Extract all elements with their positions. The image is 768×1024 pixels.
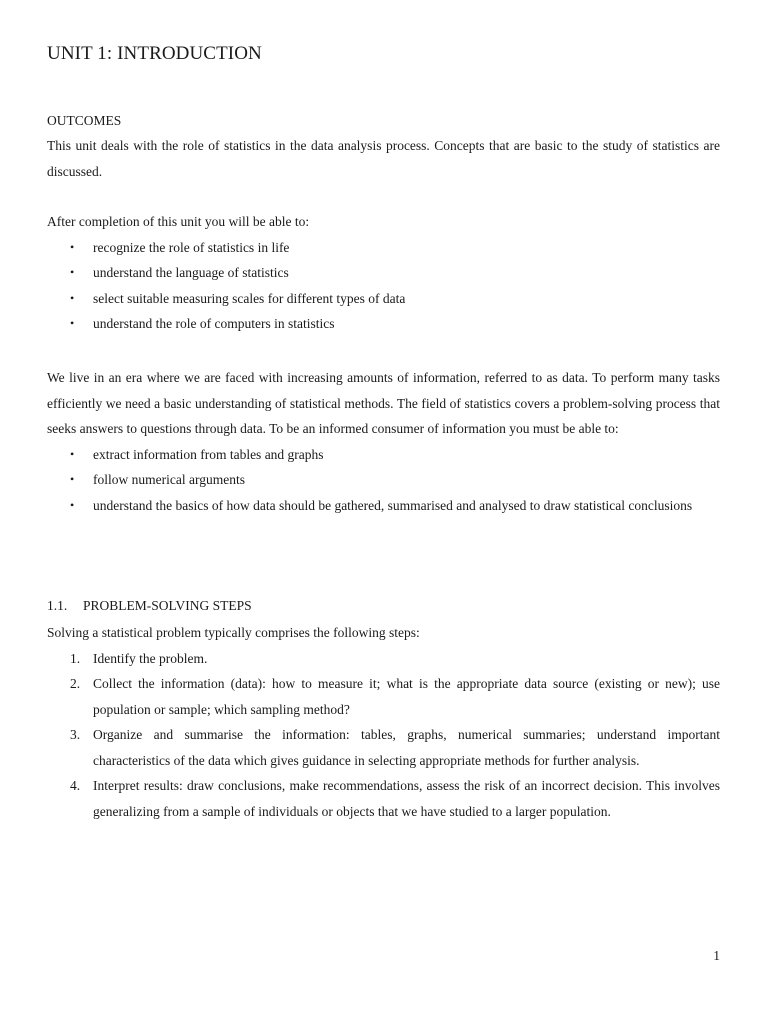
step-text: Interpret results: draw conclusions, make recommendations, assess the risk of an incorrect decision. This involves generalizing from a sample of individuals or objects that we have studied to a larger population. [93, 778, 720, 819]
steps-block [47, 620, 720, 824]
list-item [47, 286, 720, 312]
step-text: Collect the information (data): how to measure it; what is the appropriate data source (existing or new); use population or sample; which sampling method? [93, 676, 720, 717]
list-item [47, 773, 720, 824]
outcomes-lead: After completion of this unit you will be able to: [47, 214, 310, 229]
list-item [47, 442, 720, 468]
list-item [47, 671, 720, 722]
step-text: Identify the problem. [93, 650, 208, 666]
bullet-icon: • [70, 472, 75, 486]
steps-lead: Solving a statistical problem typically comprises the following steps: [47, 625, 420, 640]
step-number: 4. [70, 778, 81, 793]
outcomes-intro-paragraph: This unit deals with the role of statistics in the data analysis process. Concepts that are basic to the study of statistics are discussed. [47, 138, 720, 179]
list-item [47, 235, 720, 261]
section-number: 1.1. [47, 598, 68, 613]
steps-list [47, 646, 720, 825]
list-item [47, 722, 720, 773]
list-item-text: follow numerical arguments [93, 472, 245, 487]
list-item [47, 467, 720, 493]
bullet-icon: • [70, 497, 75, 512]
era-list [47, 442, 720, 519]
outcomes-heading: OUTCOMES [47, 113, 122, 128]
unit-title: UNIT 1: INTRODUCTION [47, 43, 262, 64]
section-heading-1-1 [47, 598, 252, 614]
list-item [47, 311, 720, 337]
list-item [47, 493, 720, 519]
list-item [47, 646, 720, 672]
bullet-icon: • [70, 290, 75, 305]
list-item-text: extract information from tables and graphs [93, 446, 324, 462]
list-item-text: understand the language of statistics [93, 265, 289, 280]
bullet-icon: • [70, 239, 75, 254]
bullet-icon: • [70, 446, 75, 461]
outcomes-list-block [47, 209, 720, 337]
outcomes-intro-block [47, 133, 720, 184]
list-item-text: understand the basics of how data should be gathered, summarised and analysed to draw statistical conclusions [93, 497, 693, 513]
era-paragraph: We live in an era where we are faced with increasing amounts of information, referred to as data. To perform many tasks efficiently we need a basic understanding of statistical methods. The field of statistics covers a problem-solving process that seeks answers to questions through data. To be an informed consumer of information you must be able to: [47, 370, 720, 436]
step-number: 2. [70, 676, 81, 691]
page-number: 1 [713, 948, 720, 963]
step-text: Organize and summarise the information: tables, graphs, numerical summaries; understand important characteristics of the data which gives guidance in selecting appropriate methods for further analysis. [93, 727, 720, 768]
outcomes-list [47, 235, 720, 337]
list-item-text: understand the role of computers in statistics [93, 316, 335, 331]
bullet-icon: • [70, 265, 75, 279]
section-title: PROBLEM-SOLVING STEPS [83, 598, 252, 613]
era-block [47, 365, 720, 518]
step-number: 1. [70, 650, 81, 666]
list-item [47, 260, 720, 286]
document-page [47, 0, 720, 1024]
step-number: 3. [70, 727, 81, 742]
list-item-text: recognize the role of statistics in life [93, 239, 290, 255]
bullet-icon: • [70, 316, 75, 330]
list-item-text: select suitable measuring scales for different types of data [93, 290, 406, 306]
